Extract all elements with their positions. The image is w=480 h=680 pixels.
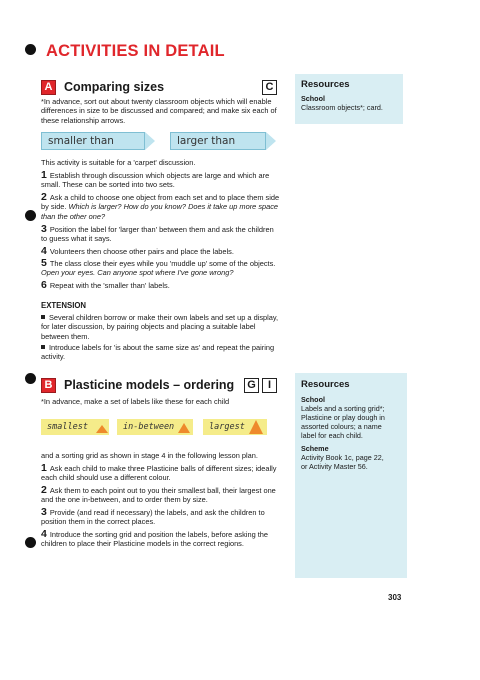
step-number: 2: [41, 484, 47, 496]
step-text: Ask a child to choose one object from each set and to place them side by side.: [41, 193, 280, 212]
step-number: 3: [41, 506, 47, 518]
label-larger-than-text: larger than: [177, 135, 236, 147]
step-number: 6: [41, 279, 47, 291]
step-text: Introduce the sorting grid and position the labels, before asking the children to place their Plasticine models in the correct regions.: [41, 530, 269, 549]
triangle-icon: [249, 420, 263, 434]
step-item: [41, 464, 286, 483]
square-bullet-icon: [41, 345, 45, 349]
triangle-icon: [96, 425, 108, 433]
step-text: Establish through discussion which objects are large and which are small. These can be sorted into two sets.: [41, 171, 270, 190]
resources-school-title: School: [301, 94, 325, 103]
arrow-right-icon: [145, 132, 155, 150]
resources-scheme-title: Scheme: [301, 444, 329, 453]
margin-bullet: [25, 44, 36, 55]
label-in-between-text: in-between: [123, 422, 175, 432]
margin-bullet: [25, 210, 36, 221]
step-number: 1: [41, 169, 47, 181]
section-a-heading: Comparing sizes: [64, 80, 165, 94]
label-smallest-text: smallest: [47, 422, 88, 432]
resources-school-title: School: [301, 395, 325, 404]
step-item: [41, 225, 281, 244]
section-b-heading: Plasticine models – ordering: [64, 378, 235, 392]
step-item: [41, 193, 281, 221]
step-text: Position the label for 'larger than' between them and ask the children to guess what it says.: [41, 225, 274, 244]
step-item: [41, 486, 286, 505]
section-b-tag-i: I: [262, 378, 277, 393]
step-number: 1: [41, 462, 47, 474]
section-b-intro: *In advance, make a set of labels like these for each child: [41, 397, 230, 406]
extension-item-text: Several children borrow or make their own labels and set up a display, for later discussion, by pairing objects and placing a suitable label between them.: [41, 313, 279, 341]
step-item: [41, 259, 281, 278]
step-text: Ask each child to make three Plasticine balls of different sizes; ideally each child should use a different colour.: [41, 464, 277, 483]
section-a-intro: *In advance, sort out about twenty classroom objects which will enable differences in size to be discussed and compared; and make six each of these relationship arrows.: [41, 97, 277, 125]
resources-line: or Activity Master 56.: [301, 462, 368, 471]
square-bullet-icon: [41, 315, 45, 319]
extension-item: [41, 313, 281, 341]
extension-item-text: Introduce labels for 'is about the same size as' and repeat the pairing activity.: [41, 343, 275, 362]
step-item: [41, 281, 281, 290]
step-text: Provide (and read if necessary) the labels, and ask the children to position them in the correct places.: [41, 508, 265, 527]
resources-title: Resources: [301, 79, 350, 90]
step-text: The class close their eyes while you 'muddle up' some of the objects.: [49, 259, 276, 268]
step-text: Ask them to each point out to you their smallest ball, their largest one and the one in-between, and to order them by size.: [41, 486, 276, 505]
step-number: 4: [41, 528, 47, 540]
resources-line: Plasticine or play dough in: [301, 413, 385, 422]
section-b-after-labels: and a sorting grid as shown in stage 4 in the following lesson plan.: [41, 451, 258, 460]
margin-bullet: [25, 373, 36, 384]
step-item: [41, 171, 281, 190]
arrow-right-icon: [266, 132, 276, 150]
label-smaller-than-text: smaller than: [48, 135, 114, 147]
section-a-tag: C: [262, 80, 277, 95]
step-number: 4: [41, 245, 47, 257]
step-item: [41, 530, 286, 549]
step-number: 2: [41, 191, 47, 203]
step-number: 5: [41, 257, 47, 269]
resources-panel-b: [295, 373, 407, 578]
margin-bullet: [25, 537, 36, 548]
triangle-icon: [178, 423, 190, 433]
extension-item: [41, 343, 281, 362]
resources-school-text: Classroom objects*; card.: [301, 103, 383, 112]
step-text: Volunteers then choose other pairs and place the labels.: [49, 247, 234, 256]
resources-scheme-list: [301, 453, 405, 471]
resources-school-list: [301, 404, 405, 440]
section-b-badge: B: [41, 378, 56, 393]
resources-line: assorted colours; a name: [301, 422, 382, 431]
step-item: [41, 508, 286, 527]
page-number: 303: [388, 593, 402, 602]
resources-line: label for each child.: [301, 431, 363, 440]
section-a-note: This activity is suitable for a 'carpet' discussion.: [41, 158, 196, 167]
page-title: ACTIVITIES IN DETAIL: [46, 42, 225, 60]
step-text: Repeat with the 'smaller than' labels.: [49, 281, 170, 290]
resources-line: Activity Book 1c, page 22,: [301, 453, 384, 462]
extension-heading: EXTENSION: [41, 301, 87, 310]
resources-title: Resources: [301, 379, 350, 390]
section-a-badge: A: [41, 80, 56, 95]
resources-panel-a: [295, 74, 403, 124]
step-question: Which is larger? How do you know? Does it take up more space than the other one?: [41, 202, 279, 221]
section-b-tag-g: G: [244, 378, 259, 393]
label-larger-than: [170, 132, 266, 150]
resources-line: Labels and a sorting grid*;: [301, 404, 385, 413]
step-number: 3: [41, 223, 47, 235]
step-question: Open your eyes. Can anyone spot where I've gone wrong?: [41, 268, 234, 278]
step-item: [41, 247, 281, 256]
label-smaller-than: [41, 132, 145, 150]
label-largest-text: largest: [209, 422, 245, 432]
